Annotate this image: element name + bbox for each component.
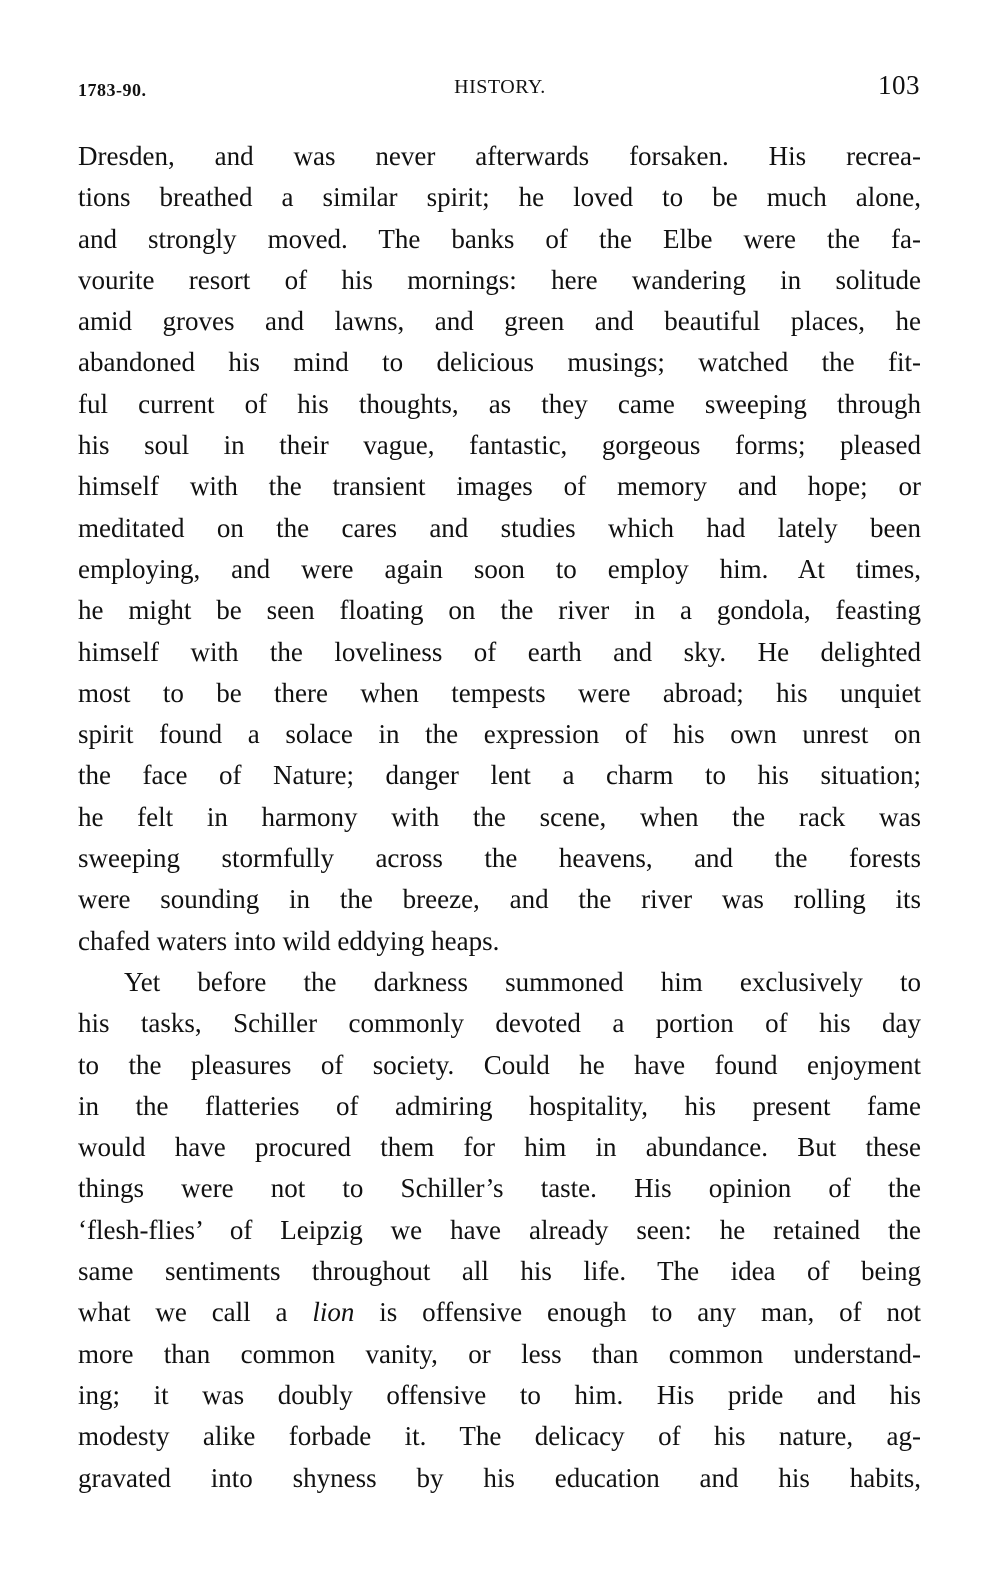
text-line: ing; it was doubly offensive to him. His pride and his bbox=[78, 1379, 921, 1410]
text-line: Yet before the darkness summoned him exclusively to bbox=[124, 966, 921, 997]
running-head-title: HISTORY. bbox=[454, 76, 546, 98]
text-line: tions breathed a similar spirit; he loved to be much alone, bbox=[78, 182, 921, 213]
text-line: abandoned his mind to delicious musings; watched the fit- bbox=[78, 347, 921, 378]
italic-word: lion bbox=[312, 1297, 355, 1328]
paragraph bbox=[78, 962, 921, 1499]
text-line: the face of Nature; danger lent a charm to his situation; bbox=[78, 760, 921, 791]
text-line: his tasks, Schiller commonly devoted a portion of his day bbox=[78, 1008, 921, 1039]
text-line: to the pleasures of society. Could he have found enjoyment bbox=[78, 1049, 921, 1080]
text-segment: is offensive enough to any man, of not bbox=[354, 1297, 922, 1328]
text-line: his soul in their vague, fantastic, gorgeous forms; pleased bbox=[78, 430, 921, 461]
text-line: he might be seen floating on the river in a gondola, feasting bbox=[78, 595, 921, 626]
text-line: Dresden, and was never afterwards forsaken. His recrea- bbox=[78, 141, 921, 171]
text-line: employing, and were again soon to employ him. At times, bbox=[78, 553, 921, 584]
page-number: 103 bbox=[878, 70, 920, 100]
paragraph bbox=[78, 136, 921, 962]
text-segment: what we call a bbox=[78, 1297, 313, 1328]
text-line: spirit found a solace in the expression of his own unrest on bbox=[78, 719, 921, 750]
text-line: more than common vanity, or less than common understand- bbox=[78, 1338, 921, 1369]
text-line: most to be there when tempests were abroad; his unquiet bbox=[78, 677, 921, 708]
text-line: same sentiments throughout all his life. The idea of being bbox=[78, 1256, 921, 1287]
text-line: amid groves and lawns, and green and beautiful places, he bbox=[78, 306, 921, 337]
text-line: ful current of his thoughts, as they came sweeping through bbox=[78, 388, 921, 419]
text-line: he felt in harmony with the scene, when the rack was bbox=[78, 801, 921, 832]
text-line: and strongly moved. The banks of the Elbe were the fa- bbox=[78, 223, 921, 254]
text-line: gravated into shyness by his education and his habits, bbox=[78, 1462, 921, 1493]
body-text bbox=[78, 136, 921, 1499]
text-line: himself with the transient images of memory and hope; or bbox=[78, 471, 921, 502]
running-head-dates: 1783-90. bbox=[78, 80, 147, 100]
text-line: chafed waters into wild eddying heaps. bbox=[78, 925, 500, 956]
text-line: meditated on the cares and studies which had lately been bbox=[78, 512, 921, 543]
text-line: would have procured them for him in abundance. But these bbox=[78, 1132, 921, 1163]
text-line: things were not to Schiller’s taste. His opinion of the bbox=[78, 1173, 921, 1204]
text-line: modesty alike forbade it. The delicacy of his nature, ag- bbox=[78, 1421, 921, 1452]
text-line: himself with the loveliness of earth and sky. He delighted bbox=[78, 636, 921, 667]
text-line bbox=[78, 1292, 921, 1333]
text-line: sweeping stormfully across the heavens, and the forests bbox=[78, 843, 921, 874]
text-line: ‘flesh-flies’ of Leipzig we have already seen: he retained the bbox=[78, 1214, 921, 1245]
text-line: in the flatteries of admiring hospitality, his present fame bbox=[78, 1090, 921, 1121]
text-line: were sounding in the breeze, and the river was rolling its bbox=[78, 884, 921, 915]
text-line: vourite resort of his mornings: here wandering in solitude bbox=[78, 264, 921, 295]
